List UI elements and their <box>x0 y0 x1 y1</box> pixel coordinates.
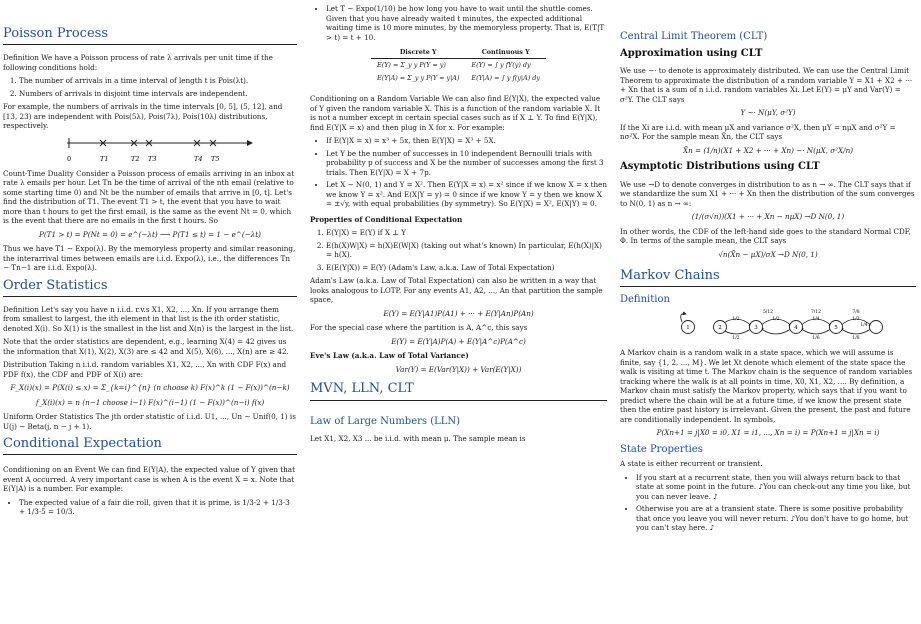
node-label: 3 <box>754 325 758 332</box>
section-title-conditional-expectation: Conditional Expectation <box>3 435 297 455</box>
tick-label-5: T5 <box>211 154 220 163</box>
count-time-duality: Count-Time Duality Consider a Poisson process of emails arriving in an inbox at rate λ emails per hour. Let Tn be the time of arrival of the nth email (relative to some starting time 0) and Nt be the number of emails that arrive in [0, t]. Let's find the distribution of T1. The event T1 > t, the event that you have to wait more than t hours to get the first email, is the same as the event Nt = 0, which is the event that there are no emails in the first t hours. So <box>3 168 295 226</box>
equation-first-arrival: P(T1 > t) = P(Nt = 0) = e^(−λt) ⟶ P(T1 ≤ t) = 1 − e^(−λt) <box>39 229 261 239</box>
iid-text: If the Xi are i.i.d. with mean μX and variance σ²X, then μY = nμX and σ²Y = nσ²X. For the sample mean X̄n, the CLT says <box>620 122 896 142</box>
list-item: 1. The number of arrivals in a time interval of length t is Pois(λt). <box>19 76 297 86</box>
node-label: 1 <box>686 325 690 332</box>
edge-label: 1/2 <box>772 317 780 323</box>
edge-label: 7/8 <box>852 310 860 316</box>
table-cell: E(Y|A) = ∫ y f(y|A) dy <box>471 73 540 82</box>
edge-label: 5/12 <box>762 310 774 316</box>
list-item: 1. E(Y|X) = E(Y) if X ⊥ Y <box>326 228 607 238</box>
list-item: • Let X ∼ N(0, 1) and Y = X². Then E(Y|X = x) = x² since if we know X = x then we know Y = x². And E(X|Y = y) = 0 since if we know Y = y then we know X = ±√y, with equal probabilities (by symmetry). So E(Y|X) = X², E(X|Y) = 0. <box>326 180 607 209</box>
edge-label: 1/2 <box>732 336 740 342</box>
other-words-text: In other words, the CDF of the left-hand side goes to the standard Normal CDF, Φ. In terms of the sample mean, the CLT says <box>620 226 911 246</box>
list-item: • Otherwise you are at a transient state. There is some positive probability that once you leave you will never return. ♪You don't have to go home, but you can't stay here. ♪ <box>636 504 916 533</box>
conditioning-on-event: Conditioning on an Event We can find E(Y|A), the expected value of Y given that event A occurred. A very important case is when A is the event X = x. Note that E(Y|A) is a number. For example: <box>3 465 295 494</box>
asym-text: We use →D to denote converges in distribution to as n → ∞. The CLT says that if we standardize the sum X1 + ··· + Xn then the distribution of the sum converges to N(0, 1) as n → ∞: <box>620 179 915 208</box>
lln-text: Let X1, X2, X3 ... be i.i.d. with mean μ. The sample mean is <box>310 433 526 443</box>
poisson-timeline <box>3 135 297 165</box>
approx-text: We use ∼· to denote is approximately distributed. We can use the Central Limit Theorem to approximate the distribution of a random variable Y = X1 + X2 + ··· + Xn that is a sum of n i.i.d. random variables Xi. Let E(Y) = μY and Var(Y) = σ²Y. The CLT says <box>620 66 913 104</box>
state-text: A state is either recurrent or transient. <box>620 459 763 469</box>
list-item: • Let T ∼ Expo(1/10) be how long you have to wait until the shuttle comes. Given that you have already waited t minutes, the expected additional waiting time is 10 more minutes, by the memoryless property. That is, E(T|T > t) = t + 10. <box>326 4 607 42</box>
special-case: For the special case where the partition is A, A^c, this says <box>310 323 528 333</box>
lln-title: Law of Large Numbers (LLN) <box>310 415 461 427</box>
equation-order-cdf: F_X(i)(x) = P(X(i) ≤ x) = Σ_{k=i}^{n} (n choose k) F(x)^k (1 − F(x))^(n−k) <box>10 383 290 393</box>
section-title-mvn-lln-clt: MVN, LLN, CLT <box>310 380 607 400</box>
properties-title: Properties of Conditional Expectation <box>310 214 463 224</box>
tick-label-3: T3 <box>148 154 157 163</box>
markov-definition-title: Definition <box>620 294 670 306</box>
uniform-order-statistics: Uniform Order Statistics The jth order statistic of i.i.d. U1, ..., Un ∼ Unif(0, 1) is U(j) ∼ Beta(j, n − j + 1). <box>3 412 296 431</box>
expectation-table <box>371 46 546 84</box>
state-list <box>620 473 916 533</box>
tick-label-4: T4 <box>194 154 203 163</box>
table-header: Discrete Y <box>371 46 465 59</box>
table-header: Continuous Y <box>465 46 546 59</box>
poisson-definition: Definition We have a Poisson process of rate λ arrivals per unit time if the following conditions hold: <box>3 53 273 72</box>
tick-label-1: T1 <box>100 154 109 163</box>
list-item: 2. E(h(X)W|X) = h(X)E(W|X) (taking out what's known) In particular, E(h(X)|X) = h(X). <box>326 241 607 260</box>
section-title-poisson: Poisson Process <box>3 25 297 45</box>
column-2 <box>310 0 607 624</box>
shuttle-example-list <box>310 4 607 42</box>
list-item: • If E(Y|X = x) = x³ + 5x, then E(Y|X) = X³ + 5X. <box>326 136 607 146</box>
interarrival-note: Thus we have T1 ∼ Expo(λ). By the memoryless property and similar reasoning, the interarrival times between emails are i.i.d. Expo(λ), i.e., the differences Tn − Tn−1 are i.i.d. Expo(λ). <box>3 244 296 273</box>
table-cell: E(Y|A) = Σ_y y P(Y = y|A) <box>377 73 460 82</box>
equation-order-pdf: f_X(i)(x) = n (n−1 choose i−1) F(x)^(i−1) (1 − F(x))^(n−i) f(x) <box>35 397 265 407</box>
rv-examples <box>310 136 607 209</box>
approx-title: Approximation using CLT <box>620 48 763 60</box>
node-label: 5 <box>834 325 838 332</box>
edge-label: 1/8 <box>852 336 860 342</box>
timeline-diagram <box>3 135 297 165</box>
markov-chain-diagram <box>620 308 916 344</box>
order-definition: Definition Let's say you have n i.i.d. r.v.s X1, X2, ..., Xn. If you arrange them from smallest to largest, the ith element in that list is the ith order statistic, denoted X(i). So X(1) is the smallest in the list and X(n) is the largest in the list. <box>3 304 294 333</box>
edge-label: 1/2 <box>732 317 740 323</box>
section-title-markov: Markov Chains <box>620 267 916 287</box>
edge-label: 1/6 <box>812 336 820 342</box>
column-1 <box>3 0 297 624</box>
order-distribution: Distribution Taking n i.i.d. random variables X1, X2, ..., Xn with CDF F(x) and PDF f(x), the CDF and PDF of X(i) are: <box>3 360 287 379</box>
section-title-order-statistics: Order Statistics <box>3 277 297 297</box>
list-item: • Let Y be the number of successes in 10 independent Bernoulli trials with probability p of success and X be the number of successes among the first 3 trials. Then E(Y|X) = X + 7p. <box>326 149 607 178</box>
equation-standardized-mean: √n(X̄n − μX)/σX →D N(0, 1) <box>718 249 818 259</box>
equation-adams-law: E(Y) = E(Y|A1)P(A1) + ··· + E(Y|An)P(An) <box>383 308 534 318</box>
table-cell: E(Y) = Σ_y y P(Y = y) <box>377 61 446 70</box>
markov-text: A Markov chain is a random walk in a state space, which we will assume is finite, say {1, 2, ..., M}. We let Xt denote which element of the state space the walk is visiting at time t. The Markov chain is the sequence of random variables tracking where the walk is at all points in time, X0, X1, X2, .... By definition, a Markov chain must satisfy the Markov property, which says that if you want to predict where the chain will be at a future time, if we know the present state then the entire past history is irrelevant. Given the present, the past and future are conditionally independent. In symbols, <box>620 348 913 424</box>
node-label: 2 <box>718 325 722 332</box>
list-item: 2. Numbers of arrivals in disjoint time intervals are independent. <box>19 89 297 99</box>
tick-label-2: T2 <box>131 154 140 163</box>
table-cell: E(Y) = ∫ y fY(y) dy <box>471 61 531 70</box>
list-item: • The expected value of a fair die roll, given that it is prime, is 1/3·2 + 1/3·3 + 1/3·5 = 10/3. <box>19 498 297 517</box>
edge-label: 1/3 <box>852 317 860 323</box>
equation-markov-property: P(Xn+1 = j|X0 = i0, X1 = i1, ..., Xn = i) = P(Xn+1 = j|Xn = i) <box>656 428 880 438</box>
clt-title: Central Limit Theorem (CLT) <box>620 31 768 42</box>
poisson-conditions <box>3 76 297 98</box>
conditioning-on-rv: Conditioning on a Random Variable We can also find E(Y|X), the expected value of Y given the random variable X. This is a function of the random variable X. It is not a number except in certain special cases such as if X ⊥ Y. To find E(Y|X), find E(Y|X = x) and then plug in X for x. For example: <box>310 94 601 132</box>
properties-list <box>310 228 607 272</box>
event-examples <box>3 498 297 517</box>
list-item: • If you start at a recurrent state, then you will always return back to that state at some point in the future. ♪You can check-out any time you like, but you can never leave. ♪ <box>636 473 916 502</box>
equation-sample-mean: X̄n = (1/n)(X1 + X2 + ··· + Xn) ∼· N(μX, σ²X/n) <box>682 145 854 155</box>
poisson-example: For example, the numbers of arrivals in the time intervals [0, 5], (5, 12], and [13, 23) are independent with Pois(5λ), Pois(7λ), Pois(10λ) distributions, respectively. <box>3 102 283 131</box>
tick-label-0: 0 <box>67 154 72 163</box>
table-row <box>371 72 546 84</box>
adams-law: Adam's Law (a.k.a. Law of Total Expectation) can also be written in a way that looks analogous to LOTP. For any events A1, A2, ..., An that partition the sample space, <box>310 276 603 305</box>
table-row <box>371 59 546 72</box>
asym-title: Asymptotic Distributions using CLT <box>620 161 820 173</box>
equation-eves-law: Var(Y) = E(Var(Y|X)) + Var(E(Y|X)) <box>395 364 522 374</box>
eves-law-title: Eve's Law (a.k.a. Law of Total Variance) <box>310 351 469 361</box>
equation-special-case: E(Y) = E(Y|A)P(A) + E(Y|A^c)P(A^c) <box>391 336 526 346</box>
state-properties-title: State Properties <box>620 443 703 455</box>
edge-label: 7/12 <box>810 310 822 316</box>
list-item: 3. E(E(Y|X)) = E(Y) (Adam's Law, a.k.a. Law of Total Expectation) <box>326 263 607 273</box>
equation-asym: (1/(σ√n))(X1 + ··· + Xn − nμX) →D N(0, 1) <box>691 212 845 222</box>
node-label: 4 <box>794 325 798 332</box>
edge-label: 1/4 <box>812 317 820 323</box>
order-dependence-note: Note that the order statistics are dependent, e.g., learning X(4) = 42 gives us the information that X(1), X(2), X(3) are ≤ 42 and X(5), X(6), ..., X(n) are ≥ 42. <box>3 337 289 356</box>
equation-clt-approx: Y ∼· N(μY, σ²Y) <box>740 108 796 118</box>
column-3 <box>620 0 916 624</box>
markov-nodes <box>682 321 883 334</box>
edge-label: 1/4 <box>860 323 868 329</box>
